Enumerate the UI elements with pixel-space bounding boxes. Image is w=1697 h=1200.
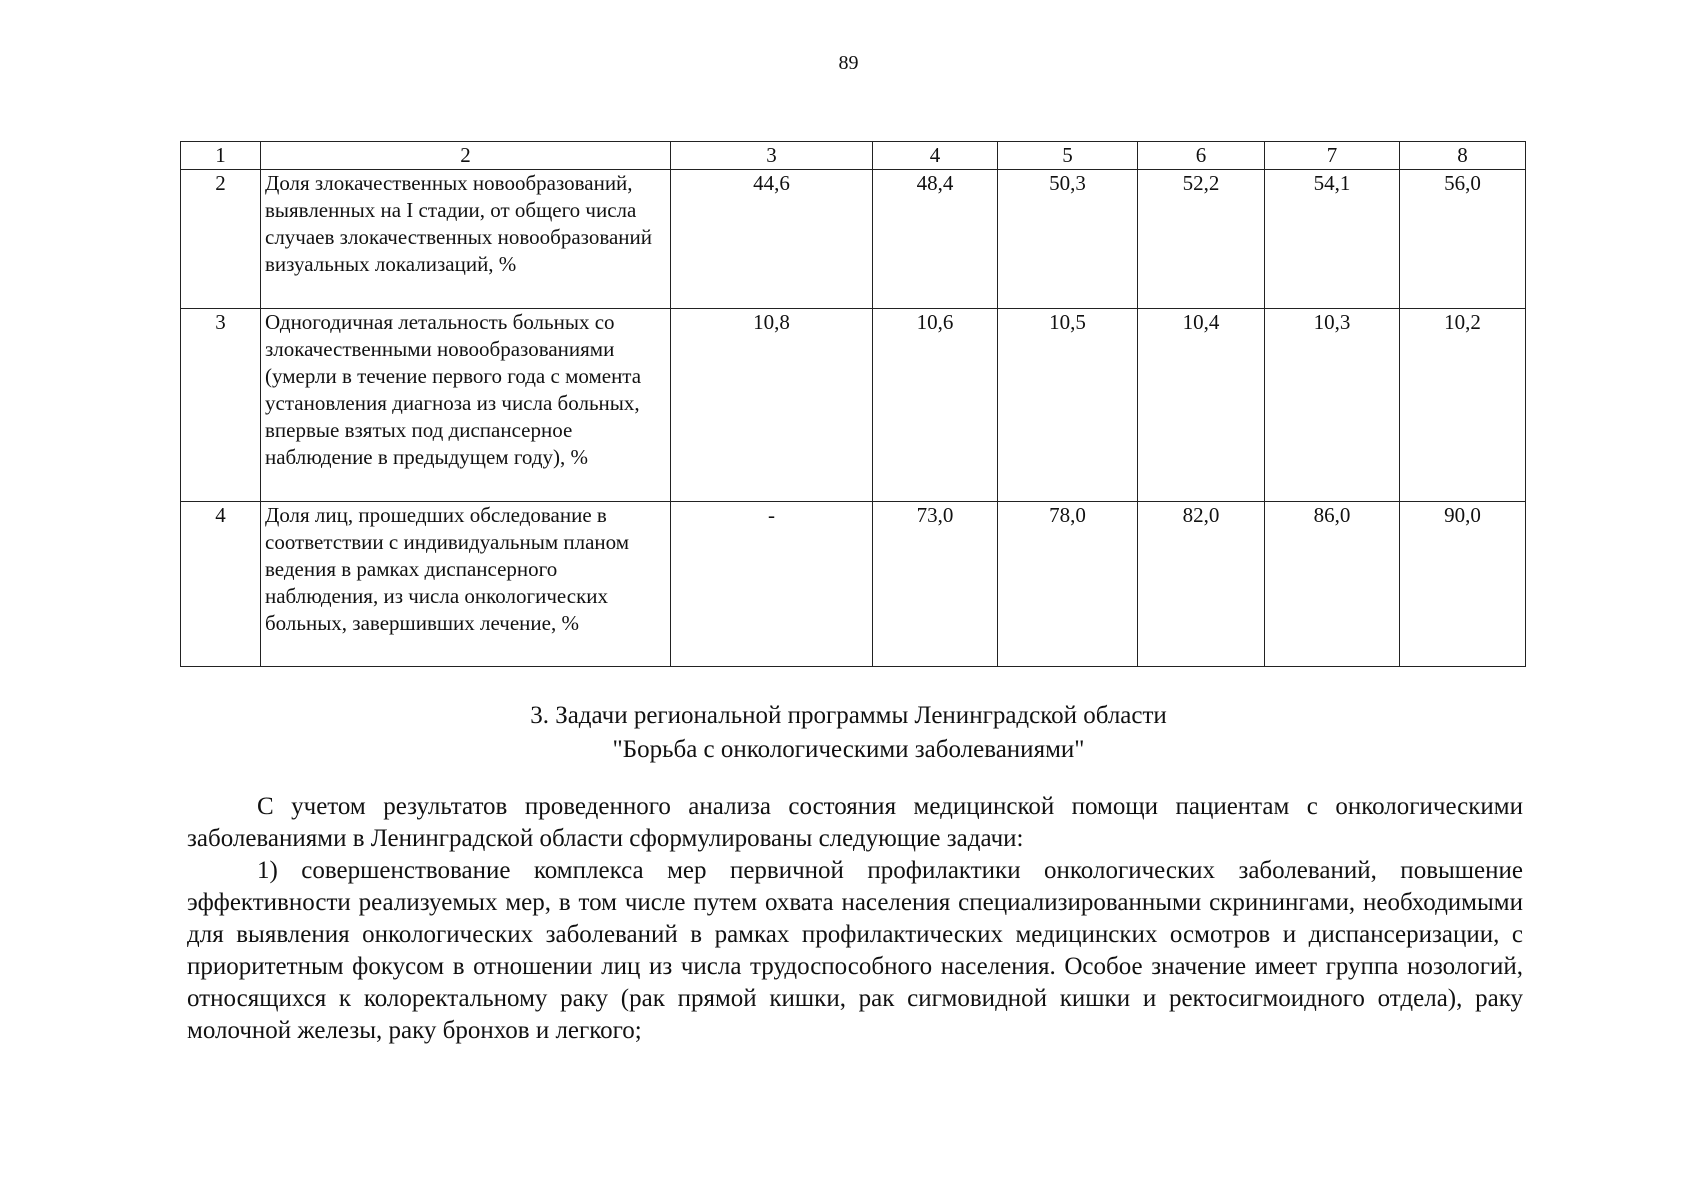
- table-header-cell: 7: [1265, 142, 1400, 170]
- body-text: [187, 791, 1523, 1047]
- value-cell: 90,0: [1400, 502, 1526, 667]
- value-cell: 52,2: [1138, 170, 1265, 309]
- value-cell: 10,2: [1400, 309, 1526, 502]
- indicators-table: [180, 141, 1526, 667]
- table-header-cell: 6: [1138, 142, 1265, 170]
- table-header-cell: 3: [671, 142, 873, 170]
- table-row: [181, 170, 1526, 309]
- value-cell: 73,0: [873, 502, 998, 667]
- row-number: 4: [181, 502, 261, 667]
- row-number: 3: [181, 309, 261, 502]
- section-title-line: 3. Задачи региональной программы Ленинградской области: [530, 702, 1167, 729]
- value-cell: 78,0: [998, 502, 1138, 667]
- paragraph-intro: С учетом результатов проведенного анализа состояния медицинской помощи пациентам с онкологическими заболеваниями в Ленинградской области сформулированы следующие задачи:: [187, 793, 1523, 852]
- paragraph-task-1: 1) совершенствование комплекса мер первичной профилактики онкологических заболеваний, повышение эффективности реализуемых мер, в том числе путем охвата населения специализированными скринингами, необходимыми для выявления онкологических заболеваний в рамках профилактических медицинских осмотров и диспансеризации, с приоритетным фокусом в отношении лиц из числа трудоспособного населения. Особое значение имеет группа нозологий, относящихся к колоректальному раку (рак прямой кишки, рак сигмовидной кишки и ректосигмоидного отдела), раку молочной железы, раку бронхов и легкого;: [187, 857, 1523, 1044]
- section-title: [0, 699, 1697, 767]
- value-cell: 50,3: [998, 170, 1138, 309]
- indicator-name: Одногодичная летальность больных со злокачественными новообразованиями (умерли в течение первого года с момента установления диагноза из числа больных, впервые взятых под диспансерное наблюдение в предыдущем году), %: [261, 309, 671, 502]
- value-cell: 10,8: [671, 309, 873, 502]
- table-header-cell: 4: [873, 142, 998, 170]
- page-number: 89: [838, 52, 859, 74]
- value-cell: 10,5: [998, 309, 1138, 502]
- table-header-row: [181, 142, 1526, 170]
- value-cell: 10,3: [1265, 309, 1400, 502]
- value-cell: 86,0: [1265, 502, 1400, 667]
- table-row: [181, 309, 1526, 502]
- value-cell: 10,4: [1138, 309, 1265, 502]
- table-header-cell: 2: [261, 142, 671, 170]
- value-cell: 44,6: [671, 170, 873, 309]
- value-cell: -: [671, 502, 873, 667]
- row-number: 2: [181, 170, 261, 309]
- value-cell: 48,4: [873, 170, 998, 309]
- table-header-cell: 1: [181, 142, 261, 170]
- indicator-name: Доля лиц, прошедших обследование в соответствии с индивидуальным планом ведения в рамках диспансерного наблюдения, из числа онкологических больных, завершивших лечение, %: [261, 502, 671, 667]
- value-cell: 54,1: [1265, 170, 1400, 309]
- value-cell: 56,0: [1400, 170, 1526, 309]
- table-header-cell: 8: [1400, 142, 1526, 170]
- value-cell: 10,6: [873, 309, 998, 502]
- section-title-line: "Борьба с онкологическими заболеваниями": [612, 736, 1085, 763]
- indicator-name: Доля злокачественных новообразований, выявленных на I стадии, от общего числа случаев злокачественных новообразований визуальных локализаций, %: [261, 170, 671, 309]
- table-header-cell: 5: [998, 142, 1138, 170]
- value-cell: 82,0: [1138, 502, 1265, 667]
- table-row: [181, 502, 1526, 667]
